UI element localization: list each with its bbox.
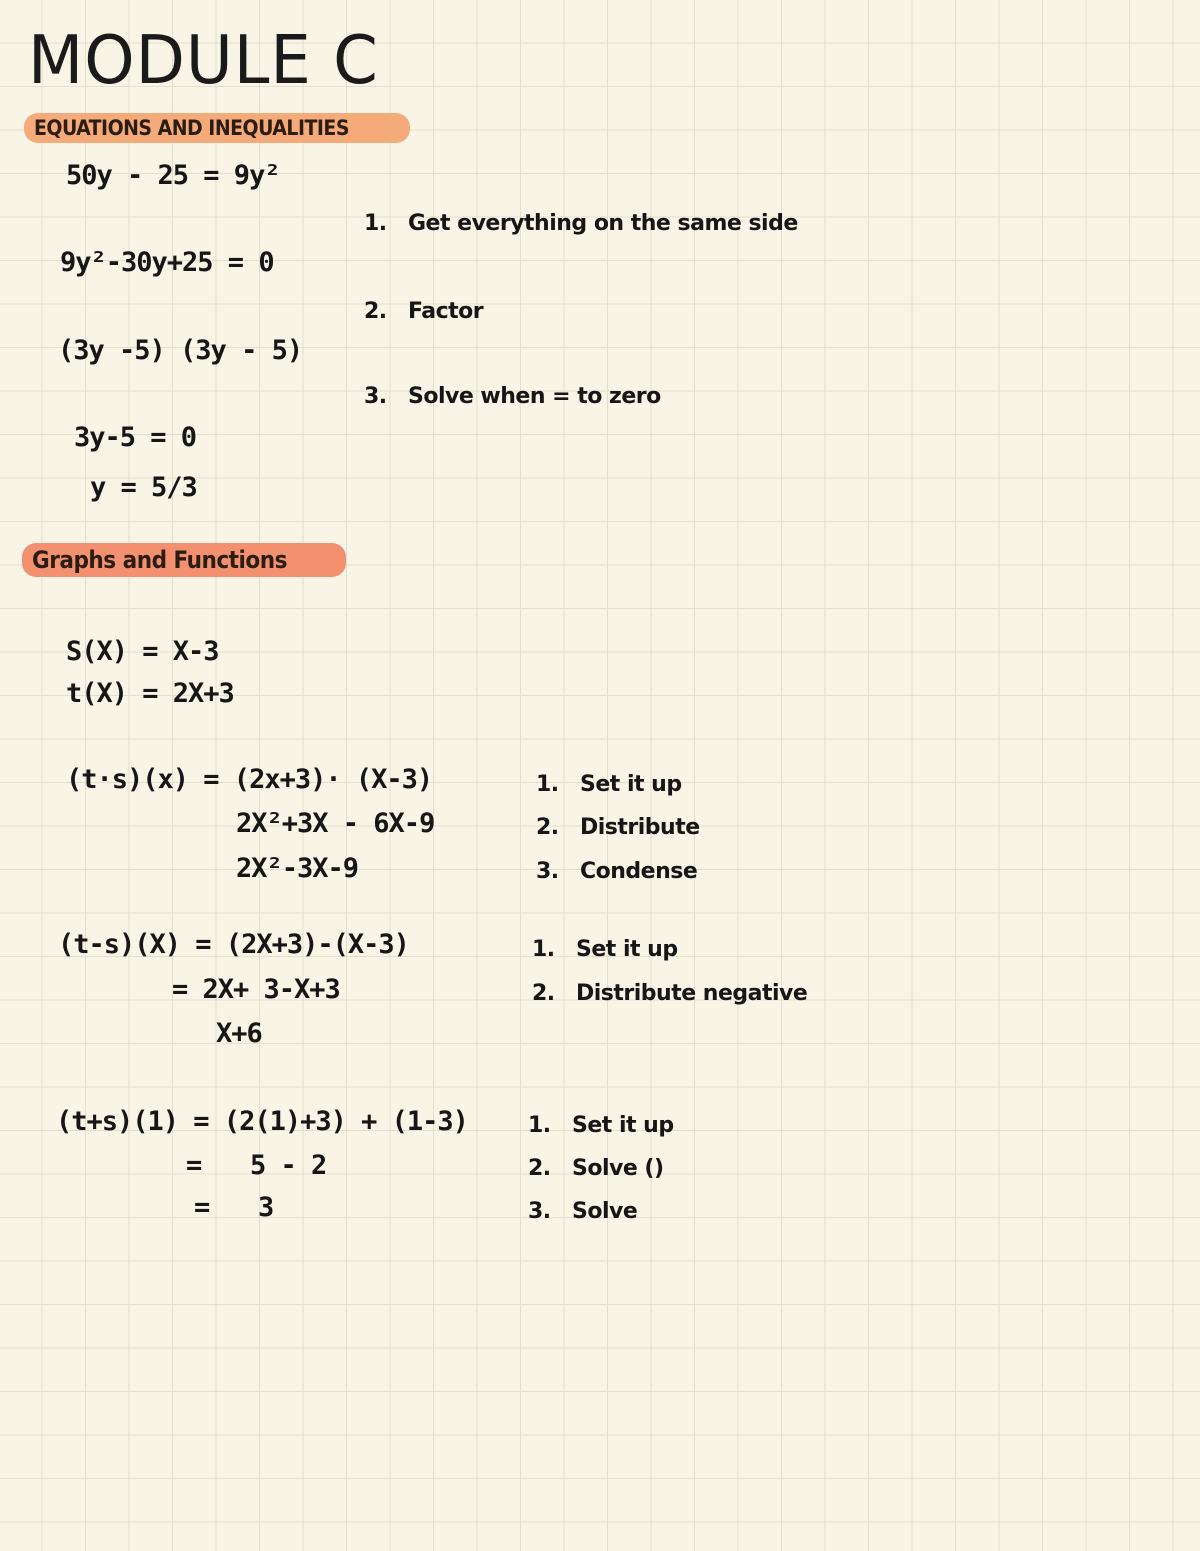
equation-line: 3: [258, 1192, 274, 1223]
step-item: [528, 1156, 664, 1181]
step-number: 2.: [532, 981, 555, 1006]
step-number: 2.: [528, 1156, 551, 1181]
step-text: Distribute negative: [576, 981, 808, 1006]
step-item: [364, 299, 483, 324]
step-item: [532, 981, 807, 1006]
step-text: Get everything on the same side: [408, 211, 798, 236]
equation-line: X+6: [216, 1018, 262, 1049]
step-text: Set it up: [572, 1113, 674, 1138]
equation-line: y = 5/3: [90, 472, 197, 503]
equation-line: 2X²+3X - 6X-9: [236, 808, 435, 839]
step-text: Set it up: [580, 772, 682, 797]
step-item: [532, 937, 678, 962]
step-text: Condense: [580, 859, 698, 884]
step-item: [364, 384, 661, 409]
section-heading-equations: EQUATIONS AND INEQUALITIES: [24, 113, 410, 143]
step-number: 1.: [536, 772, 559, 797]
step-text: Solve when = to zero: [408, 384, 661, 409]
step-item: [536, 815, 700, 840]
step-number: 3.: [364, 384, 387, 409]
equation-line: 3y-5 = 0: [74, 422, 197, 453]
equation-line: (t·s)(x) = (2x+3)· (X-3): [66, 764, 433, 795]
step-number: 3.: [528, 1199, 551, 1224]
equation-line: (3y -5) (3y - 5): [58, 335, 303, 366]
step-number: 1.: [364, 211, 387, 236]
equation-line: =: [186, 1150, 202, 1181]
equation-line: (t+s)(1) = (2(1)+3) + (1-3): [56, 1106, 468, 1137]
step-text: Factor: [408, 299, 484, 324]
step-number: 1.: [528, 1113, 551, 1138]
step-text: Solve: [572, 1199, 638, 1224]
section-heading-graphs: Graphs and Functions: [22, 543, 346, 577]
equation-line: 9y²-30y+25 = 0: [60, 247, 274, 278]
step-number: 3.: [536, 859, 559, 884]
step-item: [364, 211, 798, 236]
equation-line: =: [194, 1192, 210, 1223]
equation-line: = 2X+ 3-X+3: [172, 974, 340, 1005]
equation-line: 2X²-3X-9: [236, 853, 359, 884]
step-number: 1.: [532, 937, 555, 962]
step-text: Distribute: [580, 815, 700, 840]
step-item: [528, 1199, 637, 1224]
step-item: [536, 772, 682, 797]
function-definition: S(X) = X-3: [66, 636, 219, 667]
step-item: [528, 1113, 674, 1138]
step-item: [536, 859, 697, 884]
step-number: 2.: [536, 815, 559, 840]
equation-line: 5 - 2: [250, 1150, 327, 1181]
step-number: 2.: [364, 299, 387, 324]
function-definition: t(X) = 2X+3: [66, 678, 234, 709]
equation-line: (t-s)(X) = (2X+3)-(X-3): [58, 929, 409, 960]
step-text: Set it up: [576, 937, 678, 962]
page-title: MODULE C: [28, 22, 379, 100]
equation-line: 50y - 25 = 9y²: [66, 160, 280, 191]
step-text: Solve (): [572, 1156, 664, 1181]
